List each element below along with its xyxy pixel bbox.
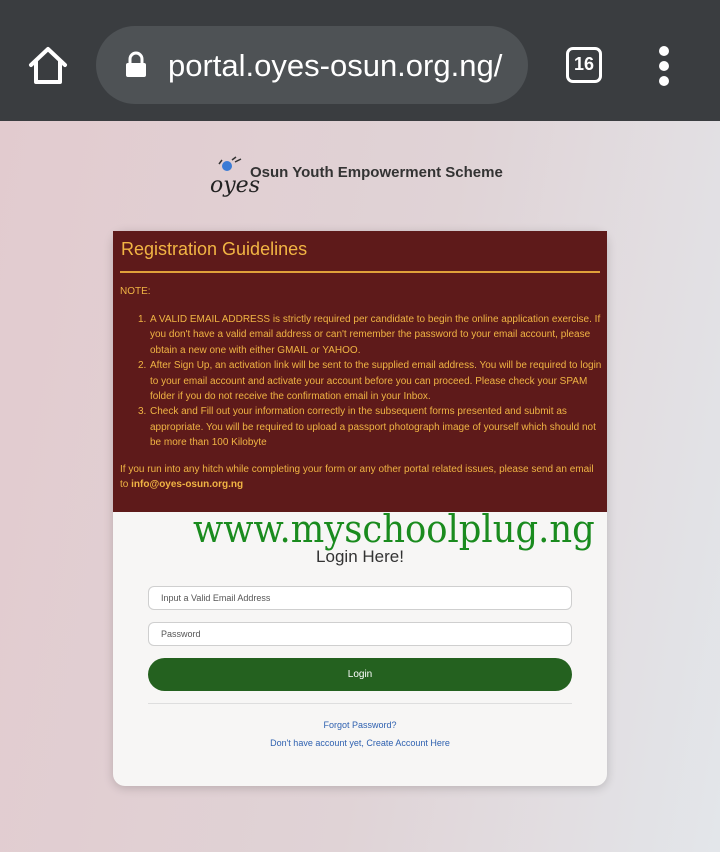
guidelines-divider (120, 271, 600, 273)
login-title: Login Here! (316, 547, 404, 566)
forgot-password-link[interactable]: Forgot Password? (323, 720, 397, 730)
page-body (0, 121, 720, 852)
divider (148, 703, 572, 704)
list-item: 3. Check and Fill out your information correctly in the subsequent forms presented and submit as appropriate. You will be required to upload a passport photograph image of yourself which should not be more than 100 Kilobyte (138, 406, 596, 449)
create-account-link[interactable]: Don't have account yet, Create Account Here (270, 738, 450, 748)
contact-note: If you run into any hitch while completing your form or any other portal related issues, please send an email to info@oyes-osun.org.ng (120, 464, 594, 491)
login-button[interactable]: Login (148, 658, 572, 691)
logo-title: Osun Youth Empowerment Scheme (250, 164, 503, 181)
tab-switcher-button[interactable]: 16 (566, 47, 602, 83)
email-field[interactable] (148, 586, 572, 610)
lock-icon (125, 52, 147, 78)
url-text[interactable]: portal.oyes-osun.org.ng/ (168, 48, 503, 83)
note-label: NOTE: (120, 286, 151, 297)
svg-text:oyes: oyes (210, 173, 260, 198)
contact-email-link[interactable]: info@oyes-osun.org.ng (131, 479, 244, 491)
registration-card (113, 231, 607, 786)
more-vert-icon[interactable] (652, 46, 676, 86)
oyes-logo-icon (210, 156, 260, 198)
guidelines-panel (113, 231, 607, 512)
password-field[interactable] (148, 622, 572, 646)
guidelines-list (138, 312, 602, 451)
home-icon (26, 44, 70, 88)
list-item: 1. A VALID EMAIL ADDRESS is strictly required per candidate to begin the online application exercise. If you don't have a valid email address or can't remember the password to your email account, please obtain a new one with either GMAIL or YAHOO. (138, 314, 601, 356)
site-logo (210, 156, 510, 196)
guidelines-title: Registration Guidelines (121, 239, 308, 259)
browser-toolbar (0, 0, 720, 121)
home-button[interactable] (26, 44, 70, 88)
watermark-text: www.myschoolplug.ng (193, 507, 595, 551)
list-item: 2. After Sign Up, an activation link will be sent to the supplied email address. You will be required to login to your email account and activate your account before you can proceed. Please check your SPAM folder if you do not receive the confirmation email in your Inbox. (138, 360, 602, 403)
